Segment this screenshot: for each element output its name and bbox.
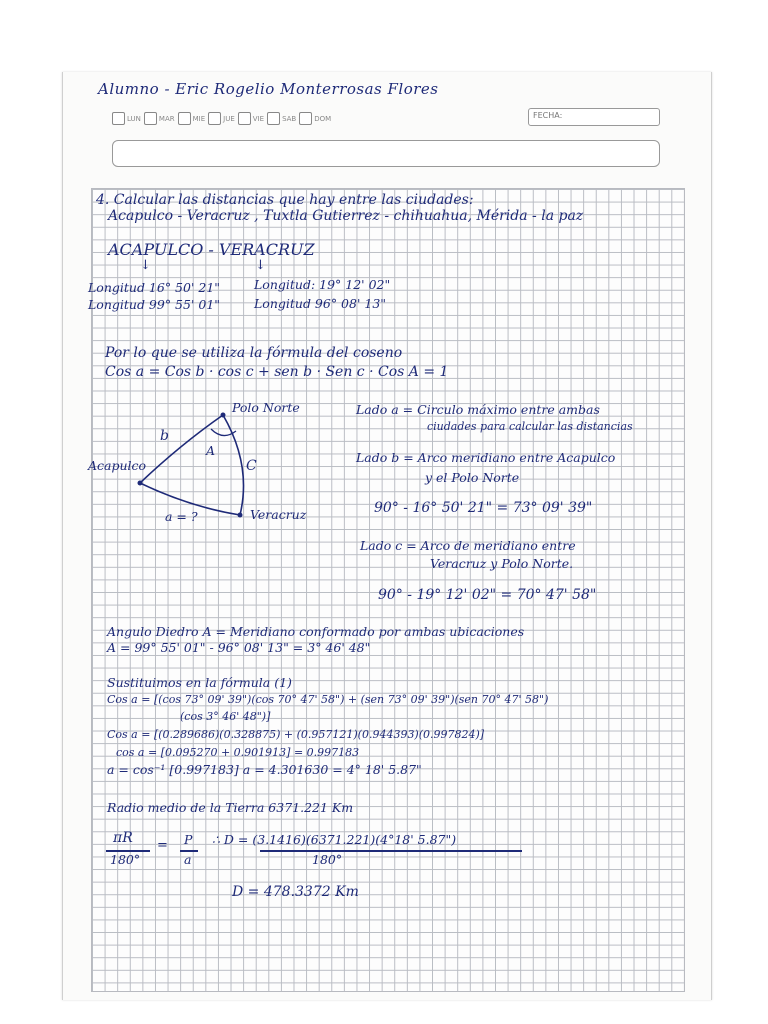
date-label: FECHA: [533, 111, 563, 120]
section-title: ACAPULCO - VERACRUZ [108, 240, 315, 259]
day-vie [238, 112, 264, 125]
lado-a-line-1: Lado a = Circulo máximo entre ambas [356, 402, 600, 417]
formula-intro: Por lo que se utiliza la fórmula del coseno [105, 345, 403, 361]
day-label: SAB [282, 114, 297, 123]
label-angle-A: A [206, 443, 216, 458]
radio-label: Radio medio de la Tierra 6371.221 Km [107, 800, 354, 815]
weekday-checkboxes [112, 112, 331, 125]
frac-mid-num: P [184, 832, 193, 847]
veracruz-lat: Longitud: 19° 12' 02" [254, 277, 391, 292]
equals-sign: = [157, 838, 168, 853]
checkbox [238, 112, 251, 125]
d-formula: ∴ D = (3.1416)(6371.221)(4°18' 5.87") [212, 832, 457, 847]
problem-line-2: Acapulco - Veracruz , Tuxtla Gutierrez - chihuahua, Mérida - la paz [108, 208, 584, 224]
checkbox [208, 112, 221, 125]
day-dom [299, 112, 331, 125]
angulo-line-1: Angulo Diedro A = Meridiano conformado por ambas ubicaciones [107, 624, 525, 639]
arrow-down-icon: ↓ [140, 258, 151, 273]
day-sab [267, 112, 296, 125]
frac-left-den: 180° [110, 852, 141, 867]
lado-c-calc: 90° - 19° 12' 02" = 70° 47' 58" [378, 587, 597, 603]
day-lun [112, 112, 141, 125]
distance-result: D = 478.3372 Km [232, 884, 359, 900]
sustitucion-line-2: (cos 3° 46' 48")] [180, 710, 271, 723]
veracruz-point [238, 513, 243, 518]
day-label: MIE [192, 114, 206, 123]
lado-b-calc: 90° - 16° 50' 21" = 73° 09' 39" [374, 500, 593, 516]
frac-left-num: πR [113, 830, 133, 846]
day-label: DOM [314, 114, 332, 123]
veracruz-lon: Longitud 96° 08' 13" [254, 296, 387, 311]
label-a: a = ? [165, 509, 198, 524]
frac-mid-den: a [184, 852, 192, 867]
lado-b-line-2: y el Polo Norte [425, 470, 520, 485]
checkbox [299, 112, 312, 125]
day-label: JUE [223, 114, 235, 123]
acapulco-lat: Longitud 16° 50' 21" [88, 280, 221, 295]
acapulco-lon: Longitud 99° 55' 01" [88, 297, 221, 312]
polo-norte-point [221, 413, 226, 418]
day-mar [144, 112, 175, 125]
lado-c-line-2: Veracruz y Polo Norte. [430, 556, 574, 571]
label-polo-norte: Polo Norte [232, 400, 300, 415]
lado-a-line-2: ciudades para calcular las distancias [427, 420, 633, 433]
sustitucion-title: Sustituimos en la fórmula (1) [107, 675, 292, 690]
checkbox [178, 112, 191, 125]
cosine-formula: Cos a = Cos b · cos c + sen b · Sen c · Cos A = 1 [105, 364, 449, 380]
side-c-arc [223, 415, 244, 515]
lado-b-line-1: Lado b = Arco meridiano entre Acapulco [356, 450, 616, 465]
arrow-down-icon: ↓ [255, 258, 266, 273]
checkbox [112, 112, 125, 125]
sustitucion-line-3: Cos a = [(0.289686)(0.328875) + (0.957121)(0.944393)(0.997824)] [107, 728, 485, 741]
acapulco-point [138, 481, 143, 486]
student-name: Alumno - Eric Rogelio Monterrosas Flores [98, 80, 439, 98]
fraction-bar [260, 850, 522, 852]
checkbox [267, 112, 280, 125]
label-acapulco: Acapulco [88, 458, 147, 473]
day-label: LUN [127, 114, 141, 123]
day-label: MAR [158, 114, 175, 123]
lado-c-line-1: Lado c = Arco de meridiano entre [360, 538, 576, 553]
date-field [528, 108, 660, 126]
problem-line-1: 4. Calcular las distancias que hay entre las ciudades: [96, 192, 474, 208]
header-bar [112, 140, 660, 167]
sustitucion-line-5: a = cos⁻¹ [0.997183] a = 4.301630 = 4° 18' 5.87" [107, 762, 422, 777]
day-jue [208, 112, 235, 125]
sustitucion-line-4: cos a = [0.095270 + 0.901913] = 0.997183 [116, 746, 360, 759]
checkbox [144, 112, 157, 125]
label-c: C [246, 458, 257, 474]
day-label: VIE [252, 114, 265, 123]
d-denominator: 180° [312, 852, 343, 867]
label-b: b [160, 428, 169, 444]
angulo-line-2: A = 99° 55' 01" - 96° 08' 13" = 3° 46' 48" [107, 640, 371, 655]
day-mie [178, 112, 206, 125]
sustitucion-line-1: Cos a = [(cos 73° 09' 39")(cos 70° 47' 58") + (sen 73° 09' 39")(sen 70° 47' 58") [107, 693, 549, 706]
label-veracruz: Veracruz [250, 507, 307, 522]
